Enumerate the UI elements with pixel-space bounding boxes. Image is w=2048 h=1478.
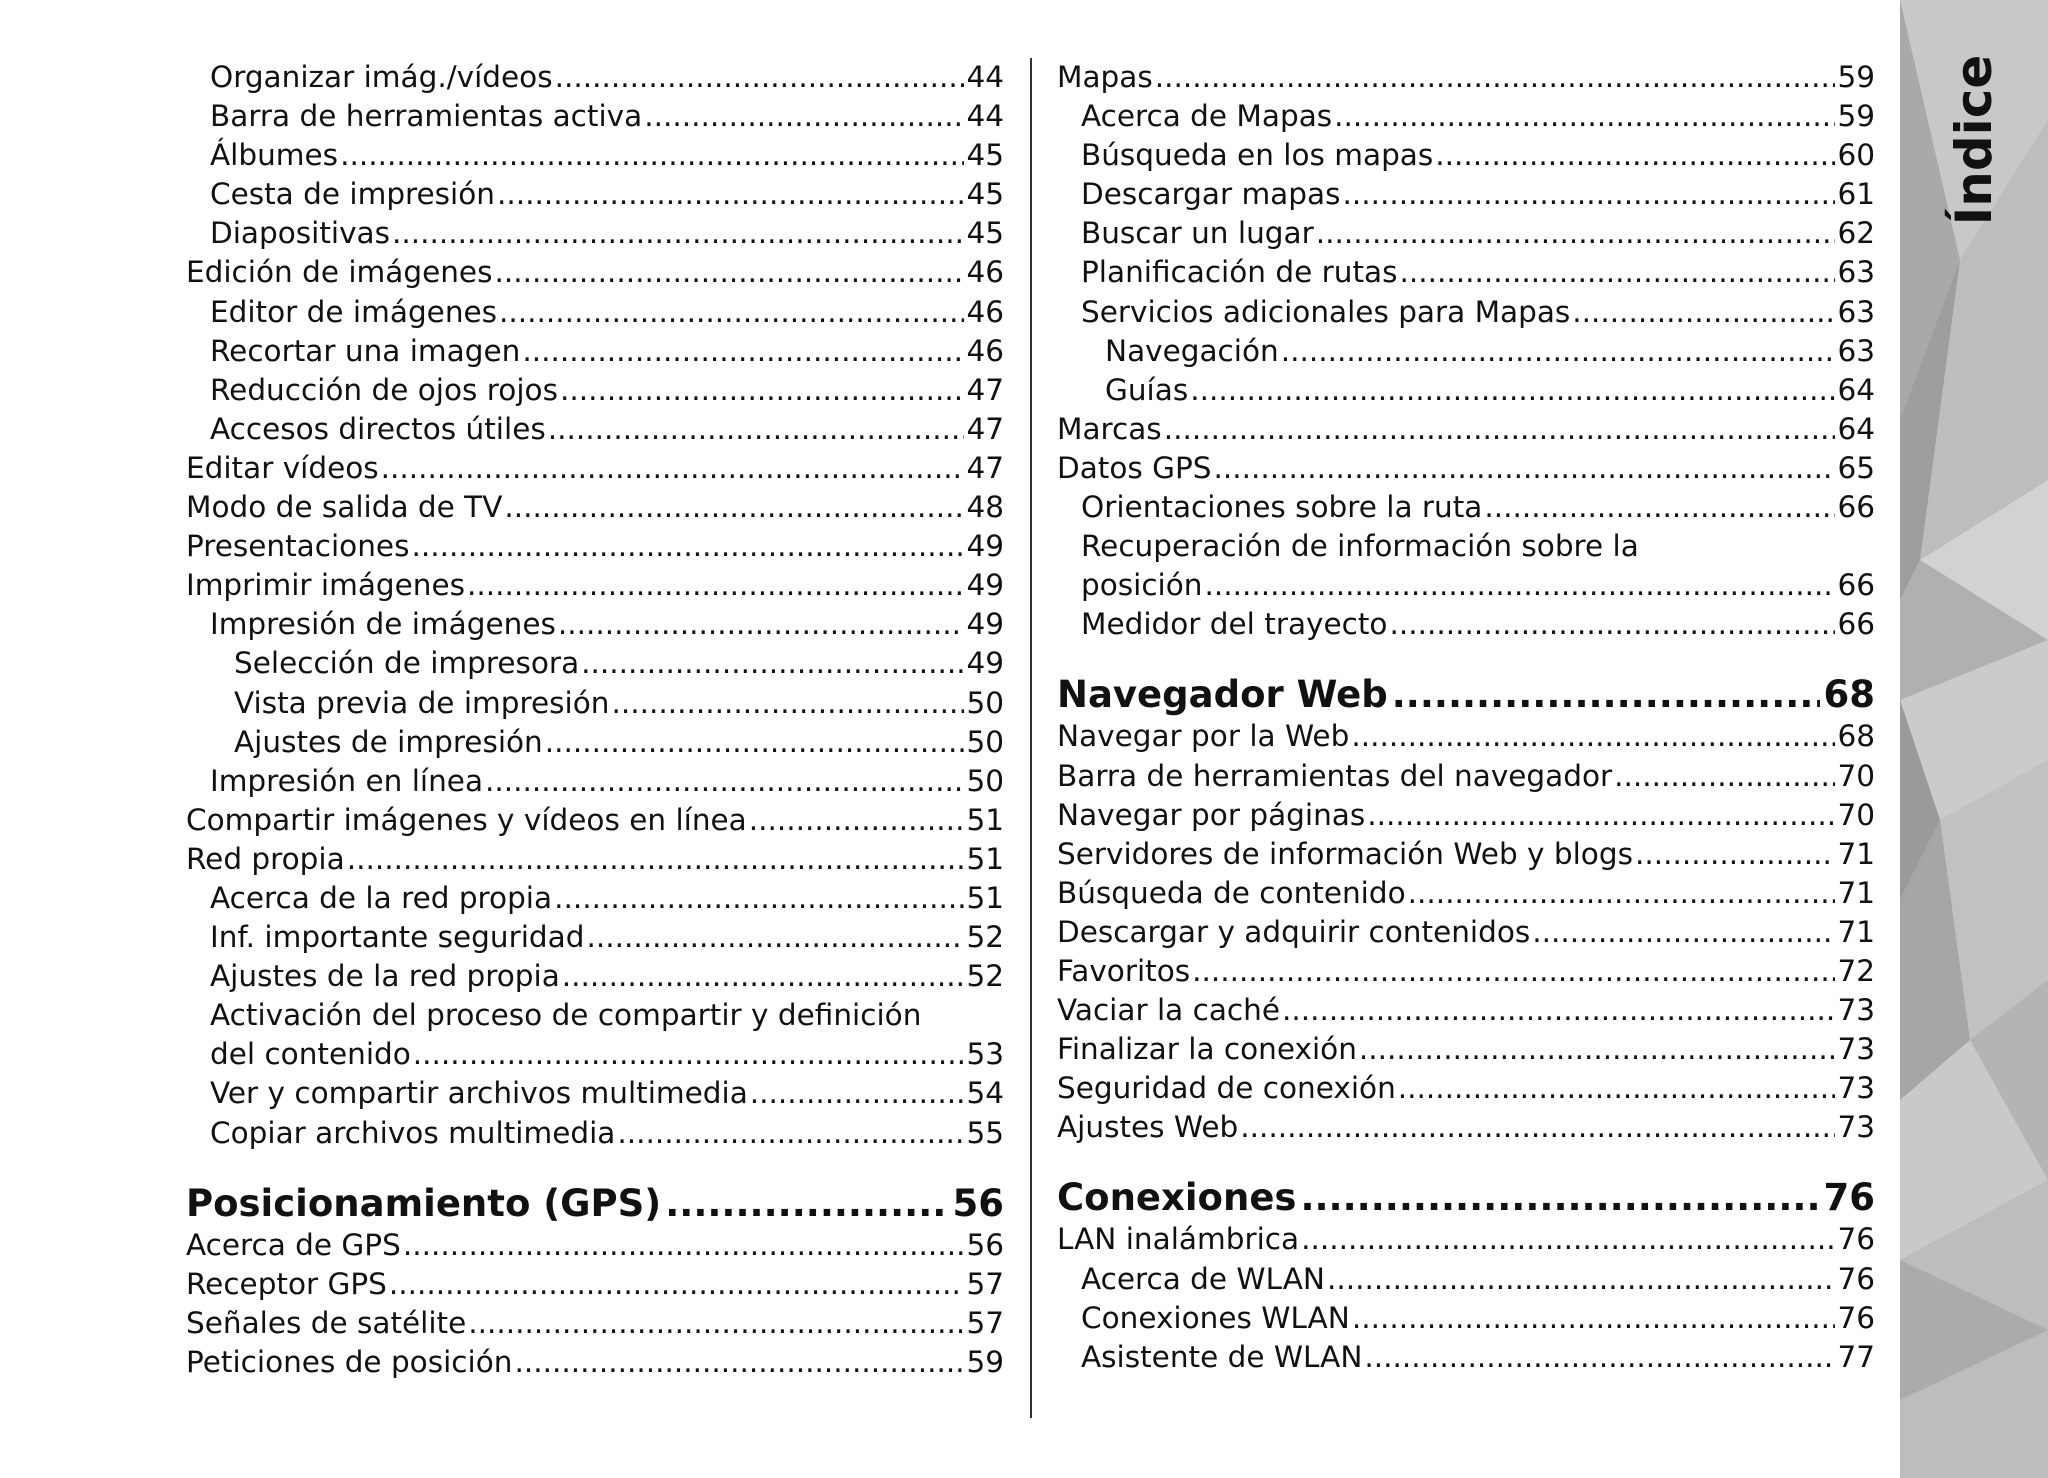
- dot-leader: [1190, 371, 1835, 410]
- dot-leader: [548, 410, 965, 449]
- toc-entry[interactable]: [1057, 796, 1875, 835]
- toc-page-number: 71: [1837, 836, 1875, 871]
- toc-entry[interactable]: [186, 918, 1004, 957]
- toc-page-number: 61: [1837, 177, 1875, 212]
- toc-page-number: 45: [966, 216, 1004, 251]
- toc-entry[interactable]: [1057, 371, 1875, 410]
- toc-entry[interactable]: [1057, 913, 1875, 952]
- toc-right-column: [1057, 58, 1875, 1377]
- toc-entry[interactable]: [1057, 1108, 1875, 1147]
- toc-group: [1057, 717, 1875, 1147]
- toc-entry-title: Asistente de WLAN: [1081, 1339, 1363, 1374]
- dot-leader: [522, 332, 964, 371]
- chapter-title: Conexiones: [1057, 1176, 1297, 1220]
- dot-leader: [665, 1181, 948, 1226]
- toc-entry[interactable]: [186, 605, 1004, 644]
- section-side-tab: [1900, 0, 2048, 1478]
- dot-leader: [468, 1304, 964, 1343]
- toc-entry-title: Acerca de WLAN: [1081, 1261, 1325, 1296]
- toc-group: [186, 58, 1004, 996]
- toc-page-number: 50: [966, 685, 1004, 720]
- toc-left-column: [186, 58, 1004, 1382]
- toc-page-number: 49: [966, 607, 1004, 642]
- toc-entry-title: Barra de herramientas activa: [210, 99, 643, 134]
- toc-entry-title: Presentaciones: [186, 529, 410, 564]
- toc-entry-title: Servidores de información Web y blogs: [1057, 836, 1633, 871]
- toc-entry-title: Vista previa de impresión: [234, 685, 610, 720]
- toc-entry[interactable]: [186, 449, 1004, 488]
- toc-entry-title: Receptor GPS: [186, 1266, 387, 1301]
- dot-leader: [1155, 58, 1836, 97]
- toc-entry-title: Ajustes de impresión: [234, 724, 543, 759]
- toc-entry-title: Cesta de impresión: [210, 177, 495, 212]
- dot-leader: [1532, 913, 1835, 952]
- toc-entry[interactable]: [186, 723, 1004, 762]
- toc-page-number: 71: [1837, 914, 1875, 949]
- toc-page-number: 47: [966, 411, 1004, 446]
- dot-leader: [1334, 97, 1835, 136]
- toc-entry[interactable]: [1057, 1069, 1875, 1108]
- toc-page-number: 66: [1837, 607, 1875, 642]
- toc-entry[interactable]: [1057, 58, 1875, 97]
- toc-entry[interactable]: [1057, 332, 1875, 371]
- toc-entry[interactable]: [186, 684, 1004, 723]
- dot-leader: [1327, 1260, 1835, 1299]
- toc-page-number: 45: [966, 177, 1004, 212]
- toc-entry-title: Navegar por páginas: [1057, 797, 1366, 832]
- toc-entry[interactable]: [1057, 991, 1875, 1030]
- dot-leader: [413, 1035, 965, 1074]
- toc-page-number: 73: [1837, 1110, 1875, 1145]
- dot-leader: [504, 488, 964, 527]
- toc-entry[interactable]: [186, 293, 1004, 332]
- toc-chapter-heading[interactable]: [186, 1181, 1004, 1226]
- toc-page-number: 64: [1837, 411, 1875, 446]
- chapter-title: Posicionamiento (GPS): [186, 1181, 662, 1225]
- toc-entry-title: Mapas: [1057, 60, 1153, 94]
- toc-page-number: 70: [1837, 758, 1875, 793]
- toc-entry-title: Impresión de imágenes: [210, 607, 556, 642]
- toc-page-number: 62: [1837, 216, 1875, 251]
- toc-entry-title: Imprimir imágenes: [186, 568, 466, 603]
- toc-entry-title: Acerca de Mapas: [1081, 99, 1333, 134]
- toc-entry-title: Buscar un lugar: [1081, 216, 1314, 251]
- toc-entry[interactable]: [186, 214, 1004, 253]
- toc-page-number: 72: [1837, 953, 1875, 988]
- toc-page-number: 64: [1837, 372, 1875, 407]
- toc-entry-title: Servicios adicionales para Mapas: [1081, 294, 1571, 329]
- dot-leader: [411, 527, 964, 566]
- toc-entry-title: Peticiones de posición: [186, 1344, 513, 1379]
- toc-entry-title: Acerca de la red propia: [210, 880, 553, 915]
- toc-entry[interactable]: [186, 1226, 1004, 1265]
- column-divider: [1030, 58, 1032, 1418]
- toc-entry-title: Búsqueda de contenido: [1057, 875, 1406, 910]
- toc-entry-title: Selección de impresora: [234, 646, 580, 681]
- toc-entry[interactable]: [1057, 605, 1875, 644]
- toc-entry-title: del contenido: [210, 1037, 411, 1072]
- toc-page-number: 77: [1837, 1339, 1875, 1374]
- toc-entry-title: Descargar mapas: [1081, 177, 1341, 212]
- toc-entry-title: Ver y compartir archivos multimedia: [210, 1076, 748, 1111]
- dot-leader: [1367, 796, 1835, 835]
- dot-leader: [499, 293, 964, 332]
- toc-entry[interactable]: [186, 527, 1004, 566]
- chapter-page-number: 68: [1823, 673, 1875, 717]
- chapter-title: Navegador Web: [1057, 673, 1388, 717]
- toc-entry[interactable]: [1057, 1338, 1875, 1377]
- toc-page-number: 73: [1837, 1071, 1875, 1106]
- toc-entry[interactable]: [1057, 757, 1875, 796]
- toc-entry[interactable]: [1057, 566, 1875, 605]
- dot-leader: [340, 136, 964, 175]
- toc-entry[interactable]: [186, 410, 1004, 449]
- dot-leader: [1484, 488, 1835, 527]
- toc-entry-title: Finalizar la conexión: [1057, 1032, 1357, 1067]
- dot-leader: [1389, 605, 1835, 644]
- dot-leader: [560, 371, 965, 410]
- toc-entry-title: Vaciar la caché: [1057, 993, 1280, 1028]
- toc-entry[interactable]: [186, 1074, 1004, 1113]
- toc-entry[interactable]: [186, 97, 1004, 136]
- dot-leader: [1240, 1108, 1835, 1147]
- toc-page-number: 46: [966, 333, 1004, 368]
- toc-entry-title: Descargar y adquirir contenidos: [1057, 914, 1531, 949]
- toc-chapter-heading[interactable]: [1057, 1175, 1875, 1220]
- toc-entry-title: Álbumes: [210, 138, 339, 173]
- toc-page-number: 71: [1837, 875, 1875, 910]
- toc-entry[interactable]: [1057, 952, 1875, 991]
- toc-entry[interactable]: [186, 136, 1004, 175]
- toc-page-number: 76: [1837, 1300, 1875, 1335]
- toc-page-number: 59: [966, 1344, 1004, 1379]
- toc-page-number: 73: [1837, 1032, 1875, 1067]
- dot-leader: [586, 918, 964, 957]
- dot-leader: [497, 175, 964, 214]
- toc-page-number: 76: [1837, 1222, 1875, 1257]
- dot-leader: [644, 97, 964, 136]
- toc-entry[interactable]: [1057, 214, 1875, 253]
- toc-group: [1057, 605, 1875, 644]
- toc-entry[interactable]: [186, 879, 1004, 918]
- toc-page-number: 59: [1837, 99, 1875, 134]
- toc-entry-title: Planificación de rutas: [1081, 255, 1398, 290]
- toc-page-number: 50: [966, 724, 1004, 759]
- toc-entry-title: Accesos directos útiles: [210, 411, 546, 446]
- toc-entry-title: Ajustes Web: [1057, 1110, 1239, 1145]
- toc-page-number: 55: [966, 1115, 1004, 1150]
- toc-page-number: 76: [1837, 1261, 1875, 1296]
- toc-entry[interactable]: [1057, 717, 1875, 756]
- toc-entry-title: Edición de imágenes: [186, 255, 493, 290]
- toc-entry[interactable]: [1057, 1030, 1875, 1069]
- toc-page-number: 47: [966, 372, 1004, 407]
- dot-leader: [1301, 1220, 1835, 1259]
- dot-leader: [389, 1265, 965, 1304]
- toc-page-number: 57: [966, 1305, 1004, 1340]
- toc-entry-title: Medidor del trayecto: [1081, 607, 1388, 642]
- toc-group: [186, 1226, 1004, 1382]
- toc-entry-title: Organizar imág./vídeos: [210, 60, 553, 94]
- toc-page-number: 46: [966, 294, 1004, 329]
- dot-leader: [1399, 253, 1835, 292]
- toc-page-number: 53: [966, 1037, 1004, 1072]
- dot-leader: [1282, 991, 1835, 1030]
- dot-leader: [1205, 566, 1836, 605]
- dot-leader: [1316, 214, 1836, 253]
- toc-entry[interactable]: [186, 762, 1004, 801]
- toc-entry[interactable]: [1057, 449, 1875, 488]
- toc-entry[interactable]: [1057, 835, 1875, 874]
- toc-entry-title: Copiar archivos multimedia: [210, 1115, 616, 1150]
- dot-leader: [558, 605, 965, 644]
- dot-leader: [347, 840, 965, 879]
- toc-entry[interactable]: [186, 371, 1004, 410]
- toc-page-number: 51: [966, 880, 1004, 915]
- toc-entry[interactable]: [1057, 410, 1875, 449]
- toc-entry-title: Impresión en línea: [210, 763, 484, 798]
- toc-entry-title: Editor de imágenes: [210, 294, 498, 329]
- toc-entry-title: Ajustes de la red propia: [210, 959, 560, 994]
- toc-entry-title: Guías: [1105, 372, 1189, 407]
- toc-entry[interactable]: [1057, 175, 1875, 214]
- dot-leader: [1281, 332, 1836, 371]
- toc-entry[interactable]: [186, 1265, 1004, 1304]
- toc-page-number: 57: [966, 1266, 1004, 1301]
- dot-leader: [1342, 175, 1835, 214]
- toc-page-number: 44: [966, 60, 1004, 94]
- section-tab-label: Índice: [1945, 54, 2003, 226]
- toc-entry-title: Recortar una imagen: [210, 333, 521, 368]
- toc-page-number: 68: [1837, 719, 1875, 754]
- dot-leader: [617, 1114, 964, 1153]
- dot-leader: [1351, 717, 1835, 756]
- dot-leader: [555, 58, 965, 97]
- toc-entry-title: Datos GPS: [1057, 450, 1212, 485]
- toc-entry-title: Activación del proceso de compartir y definición: [210, 998, 922, 1033]
- toc-page-number: 51: [966, 802, 1004, 837]
- dot-leader: [1435, 136, 1835, 175]
- toc-entry[interactable]: [1057, 1220, 1875, 1259]
- toc-entry-title: Conexiones WLAN: [1081, 1300, 1350, 1335]
- dot-leader: [381, 449, 965, 488]
- dot-leader: [1164, 410, 1836, 449]
- toc-page-number: 51: [966, 841, 1004, 876]
- toc-entry-title: Reducción de ojos rojos: [210, 372, 558, 407]
- toc-entry-title: Recuperación de información sobre la: [1081, 529, 1639, 564]
- dot-leader: [749, 801, 965, 840]
- toc-entry[interactable]: [1057, 488, 1875, 527]
- toc-page-number: 59: [1837, 60, 1875, 94]
- toc-entry[interactable]: [186, 1304, 1004, 1343]
- dot-leader: [514, 1343, 964, 1382]
- toc-page-number: 49: [966, 529, 1004, 564]
- toc-page-number: 44: [966, 99, 1004, 134]
- dot-leader: [1214, 449, 1836, 488]
- dot-leader: [467, 566, 964, 605]
- toc-entry-title: Orientaciones sobre la ruta: [1081, 490, 1483, 525]
- toc-entry[interactable]: [186, 1343, 1004, 1382]
- toc-group: [1057, 58, 1875, 527]
- toc-page-number: 65: [1837, 450, 1875, 485]
- toc-entry-title: Inf. importante seguridad: [210, 920, 585, 955]
- toc-entry-title: Seguridad de conexión: [1057, 1071, 1396, 1106]
- toc-entry-title: Editar vídeos: [186, 450, 379, 485]
- toc-page-number: 46: [966, 255, 1004, 290]
- dot-leader: [403, 1226, 965, 1265]
- toc-page-number: 45: [966, 138, 1004, 173]
- dot-leader: [750, 1074, 965, 1113]
- toc-page-number: 63: [1837, 255, 1875, 290]
- toc-entry[interactable]: [186, 1114, 1004, 1153]
- toc-chapter-heading[interactable]: [1057, 672, 1875, 717]
- toc-page-number: 56: [966, 1227, 1004, 1262]
- toc-entry-title: Barra de herramientas del navegador: [1057, 758, 1613, 793]
- toc-entry-title: Modo de salida de TV: [186, 490, 503, 525]
- toc-entry-title: LAN inalámbrica: [1057, 1222, 1300, 1257]
- dot-leader: [611, 684, 964, 723]
- toc-entry-title: Favoritos: [1057, 953, 1191, 988]
- toc-entry[interactable]: [186, 566, 1004, 605]
- toc-entry-title: Navegar por la Web: [1057, 719, 1350, 754]
- toc-page-number: 63: [1837, 294, 1875, 329]
- toc-entry[interactable]: [1057, 1299, 1875, 1338]
- toc-entry-title: Navegación: [1105, 333, 1279, 368]
- toc-page-number: 70: [1837, 797, 1875, 832]
- dot-leader: [545, 723, 965, 762]
- toc-page-number: 63: [1837, 333, 1875, 368]
- toc-entry[interactable]: [1057, 293, 1875, 332]
- dot-leader: [1408, 874, 1836, 913]
- toc-entry-title: Señales de satélite: [186, 1305, 467, 1340]
- toc-entry-title: Red propia: [186, 841, 345, 876]
- dot-leader: [392, 214, 964, 253]
- toc-entry-wrapped-line[interactable]: [186, 996, 1004, 1035]
- toc-entry[interactable]: [1057, 1260, 1875, 1299]
- toc-page-number: 52: [966, 920, 1004, 955]
- dot-leader: [494, 253, 964, 292]
- chapter-page-number: 76: [1823, 1176, 1875, 1220]
- dot-leader: [485, 762, 964, 801]
- toc-entry[interactable]: [1057, 136, 1875, 175]
- toc-page-number: 73: [1837, 993, 1875, 1028]
- dot-leader: [1398, 1069, 1836, 1108]
- toc-entry[interactable]: [186, 957, 1004, 996]
- dot-leader: [1192, 952, 1835, 991]
- toc-page-number: 66: [1837, 568, 1875, 603]
- dot-leader: [581, 644, 964, 683]
- toc-entry-title: Marcas: [1057, 411, 1162, 446]
- toc-entry[interactable]: [186, 58, 1004, 97]
- toc-entry[interactable]: [186, 332, 1004, 371]
- dot-leader: [554, 879, 964, 918]
- toc-entry-title: posición: [1081, 568, 1203, 603]
- toc-entry[interactable]: [1057, 874, 1875, 913]
- dot-leader: [562, 957, 965, 996]
- dot-leader: [1352, 1299, 1836, 1338]
- dot-leader: [1614, 757, 1835, 796]
- toc-page-number: 60: [1837, 138, 1875, 173]
- toc-page-number: 49: [966, 568, 1004, 603]
- dot-leader: [1359, 1030, 1836, 1069]
- toc-entry[interactable]: [186, 253, 1004, 292]
- toc-group: [1057, 1220, 1875, 1376]
- toc-entry-title: Acerca de GPS: [186, 1227, 401, 1262]
- toc-entry[interactable]: [186, 801, 1004, 840]
- toc-page-number: 50: [966, 763, 1004, 798]
- toc-entry[interactable]: [186, 488, 1004, 527]
- dot-leader: [1572, 293, 1835, 332]
- dot-leader: [1635, 835, 1836, 874]
- toc-entry[interactable]: [186, 175, 1004, 214]
- dot-leader: [1300, 1175, 1819, 1220]
- toc-page-number: 49: [966, 646, 1004, 681]
- toc-entry[interactable]: [1057, 97, 1875, 136]
- toc-entry-title: Compartir imágenes y vídeos en línea: [186, 802, 747, 837]
- toc-entry[interactable]: [186, 644, 1004, 683]
- toc-page-number: 66: [1837, 490, 1875, 525]
- dot-leader: [1364, 1338, 1835, 1377]
- toc-entry-wrapped-line[interactable]: [1057, 527, 1875, 566]
- toc-page-number: 47: [966, 450, 1004, 485]
- toc-entry[interactable]: [186, 1035, 1004, 1074]
- toc-entry[interactable]: [1057, 253, 1875, 292]
- toc-entry-title: Diapositivas: [210, 216, 390, 251]
- toc-entry[interactable]: [186, 840, 1004, 879]
- toc-page-number: 54: [966, 1076, 1004, 1111]
- toc-page-number: 48: [966, 490, 1004, 525]
- chapter-page-number: 56: [952, 1181, 1004, 1225]
- toc-page-number: 52: [966, 959, 1004, 994]
- dot-leader: [1392, 672, 1820, 717]
- toc-entry-title: Búsqueda en los mapas: [1081, 138, 1434, 173]
- toc-group: [186, 1074, 1004, 1152]
